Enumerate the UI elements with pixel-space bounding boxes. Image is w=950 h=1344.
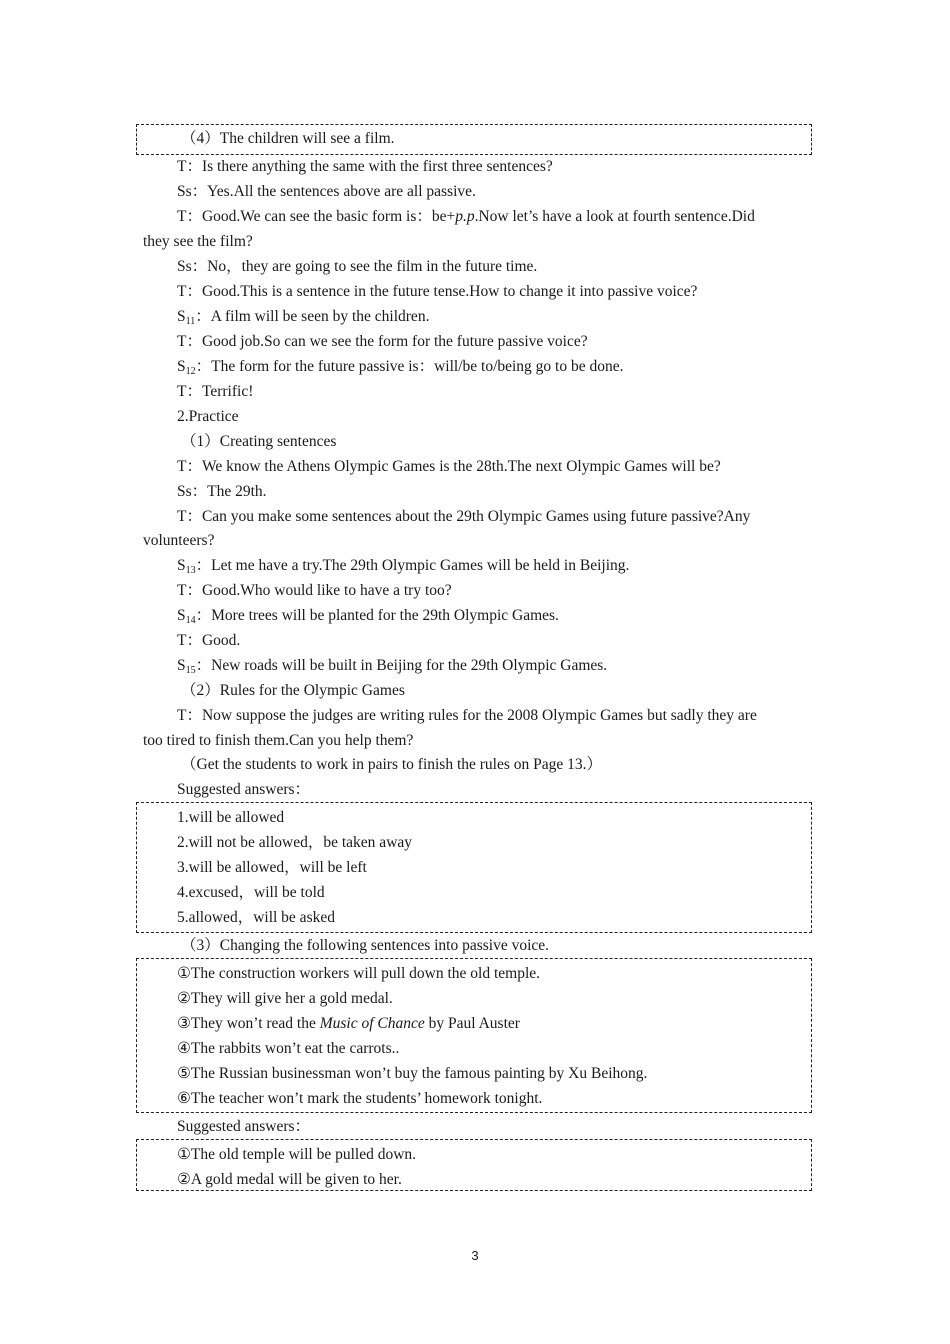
speaker-number: 14: [185, 615, 196, 626]
answer-line: 5.allowed，will be asked: [177, 909, 335, 926]
instruction-note: （Get the students to work in pairs to finish the rules on Page 13.）: [181, 756, 603, 773]
dialogue-text: ：A film will be seen by the children.: [195, 308, 430, 325]
dialogue-line: T：Good.: [177, 632, 241, 649]
book-title: Music of Chance: [319, 1015, 425, 1032]
exercise-sentence: ⑥The teacher won’t mark the students’ homework tonight.: [177, 1090, 543, 1107]
answer-line: ①The old temple will be pulled down.: [177, 1146, 417, 1163]
example-sentence: （4）The children will see a film.: [181, 130, 395, 147]
dialogue-line: [177, 357, 624, 377]
dialogue-line: [177, 656, 607, 676]
dialogue-line: [177, 556, 629, 576]
dialogue-line: T：Good job.So can we see the form for the future passive voice?: [177, 333, 588, 350]
dialogue-continuation: volunteers?: [143, 532, 215, 549]
speaker-number: 11: [185, 316, 196, 327]
dialogue-text: ：The form for the future passive is：will/be to/being go to be done.: [195, 358, 624, 375]
answer-line: ②A gold medal will be given to her.: [177, 1171, 402, 1188]
dialogue-line: T：We know the Athens Olympic Games is the 28th.The next Olympic Games will be?: [177, 458, 721, 475]
subsection-heading: （3）Changing the following sentences into passive voice.: [181, 937, 550, 954]
form-suffix: .Now let’s have a look at fourth sentence.Did: [474, 208, 755, 225]
form-italic: p.p: [455, 208, 475, 225]
dialogue-line: Ss：The 29th.: [177, 483, 267, 500]
dialogue-line: T：Can you make some sentences about the 29th Olympic Games using future passive?Any: [177, 508, 751, 525]
answer-line: 4.excused，will be told: [177, 884, 325, 901]
speaker-number: 12: [185, 366, 196, 377]
sentence-prefix: ③They won’t read the: [177, 1015, 320, 1032]
dialogue-text: ：New roads will be built in Beijing for the 29th Olympic Games.: [195, 657, 608, 674]
exercise-sentence: [177, 1014, 520, 1034]
dialogue-line: T：Now suppose the judges are writing rules for the 2008 Olympic Games but sadly they are: [177, 707, 757, 724]
sentence-suffix: by Paul Auster: [424, 1015, 520, 1032]
speaker-label: S: [177, 308, 186, 325]
answer-line: 3.will be allowed，will be left: [177, 859, 367, 876]
dialogue-line: [177, 207, 755, 227]
section-heading: 2.Practice: [177, 408, 239, 425]
exercise-sentence: ④The rabbits won’t eat the carrots..: [177, 1040, 400, 1057]
suggested-answers-label: Suggested answers：: [177, 781, 311, 798]
dialogue-line: T：Good.This is a sentence in the future tense.How to change it into passive voice?: [177, 283, 698, 300]
dialogue-text: ：Let me have a try.The 29th Olympic Games will be held in Beijing.: [195, 557, 630, 574]
exercise-sentence: ②They will give her a gold medal.: [177, 990, 393, 1007]
answer-line: 2.will not be allowed，be taken away: [177, 834, 413, 851]
dialogue-text: ：More trees will be planted for the 29th Olympic Games.: [195, 607, 559, 624]
subsection-heading: （2）Rules for the Olympic Games: [181, 682, 405, 699]
dialogue-line: T：Good.Who would like to have a try too?: [177, 582, 452, 599]
speaker-label: S: [177, 657, 186, 674]
subsection-heading: （1）Creating sentences: [181, 433, 337, 450]
dialogue-line: T：Is there anything the same with the first three sentences?: [177, 158, 553, 175]
dialogue-line: Ss：Yes.All the sentences above are all passive.: [177, 183, 476, 200]
dialogue-continuation: they see the film?: [143, 233, 253, 250]
answer-line: 1.will be allowed: [177, 809, 285, 826]
speaker-number: 15: [185, 665, 196, 676]
dialogue-line: [177, 307, 429, 327]
page-number: 3: [471, 1248, 479, 1263]
dialogue-continuation: too tired to finish them.Can you help them?: [143, 732, 414, 749]
speaker-label: S: [177, 557, 186, 574]
suggested-answers-label: Suggested answers：: [177, 1118, 311, 1135]
exercise-sentence: ⑤The Russian businessman won’t buy the famous painting by Xu Beihong.: [177, 1065, 648, 1082]
speaker-label: S: [177, 607, 186, 624]
speaker-label: S: [177, 358, 186, 375]
dialogue-line: Ss：No，they are going to see the film in the future time.: [177, 258, 538, 275]
dialogue-line: [177, 606, 559, 626]
speaker-number: 13: [185, 565, 196, 576]
dialogue-line: T：Terrific!: [177, 383, 254, 400]
exercise-sentence: ①The construction workers will pull down the old temple.: [177, 965, 541, 982]
form-prefix: T：Good.We can see the basic form is：be+: [177, 208, 456, 225]
